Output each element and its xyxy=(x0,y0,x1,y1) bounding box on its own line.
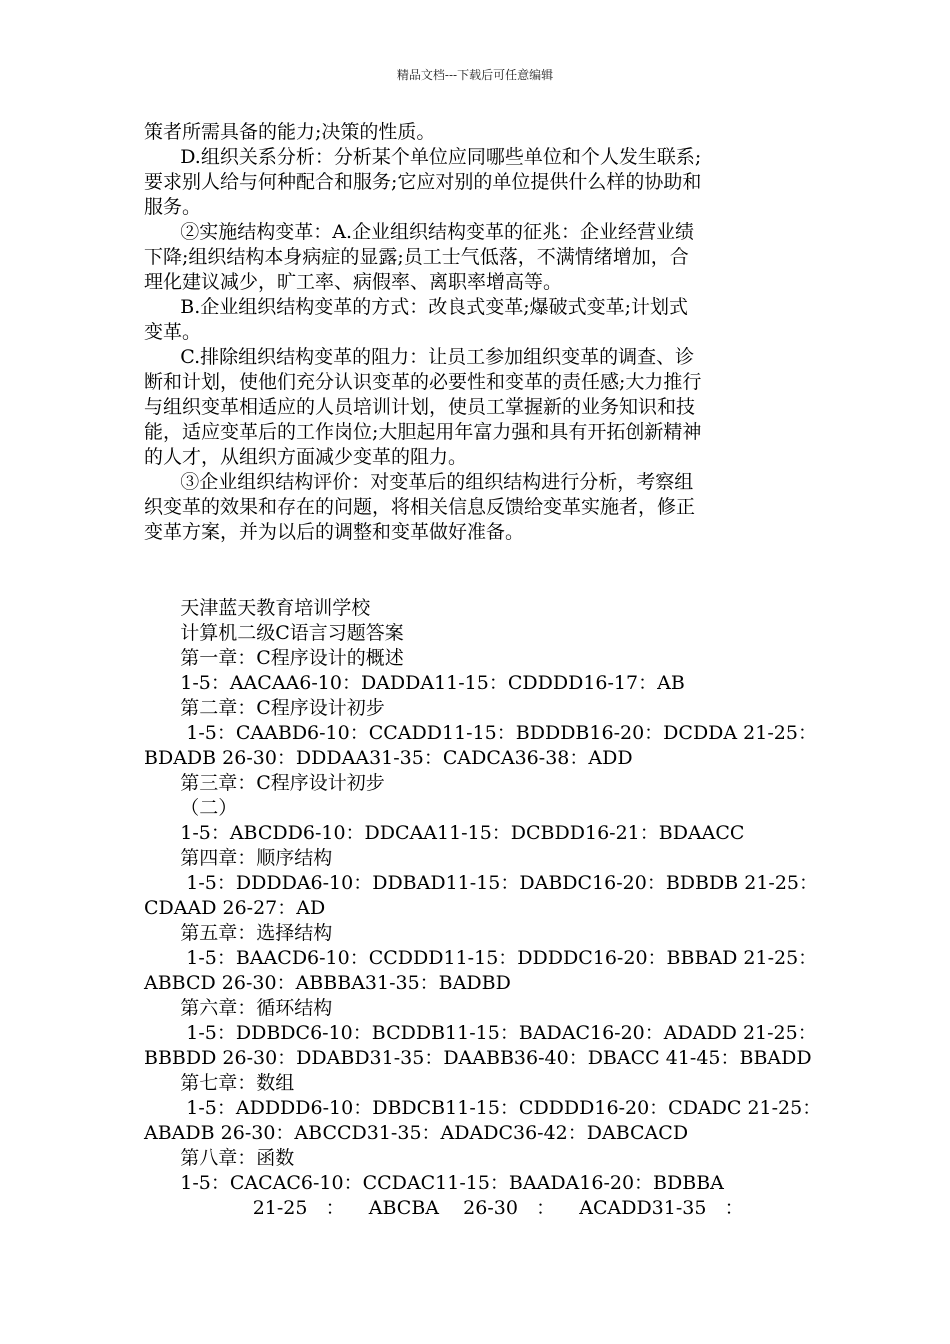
page-header: 精品文档---下载后可任意编辑 xyxy=(396,68,554,82)
text-line: D.组织关系分析：分析某个单位应同哪些单位和个人发生联系; xyxy=(144,146,702,168)
text-line: 1-5：CAABD6-10：CCADD11-15：BDDDB16-20：DCDDA 21-25： xyxy=(144,722,817,744)
text-line: 第五章：选择结构 xyxy=(144,922,333,944)
text-line: 变革方案，并为以后的调整和变革做好准备。 xyxy=(144,521,525,543)
text-line: 1-5：AACAA6-10：DADDA11-15：CDDDD16-17：AB xyxy=(144,672,685,694)
text-line: 第六章：循环结构 xyxy=(144,997,333,1019)
text-line: C.排除组织结构变革的阻力：让员工参加组织变革的调查、诊 xyxy=(144,346,695,368)
text-line: （二） xyxy=(144,797,238,819)
text-line: 策者所需具备的能力;决策的性质。 xyxy=(144,121,436,143)
text-line: 计算机二级C语言习题答案 xyxy=(144,622,404,644)
text-line: 1-5：ADDDD6-10：DBDCB11-15：CDDDD16-20：CDADC 21-25： xyxy=(144,1097,822,1119)
text-line: B.企业组织结构变革的方式：改良式变革;爆破式变革;计划式 xyxy=(144,296,689,318)
text-line: 1-5：DDDDA6-10：DDBAD11-15：DABDC16-20：BDBDB 21-25： xyxy=(144,872,818,894)
text-line: 第八章：函数 xyxy=(144,1147,295,1169)
text-line: 1-5：DDBDC6-10：BCDDB11-15：BADAC16-20：ADADD 21-25： xyxy=(144,1022,817,1044)
c-language-answers-section xyxy=(144,596,822,1221)
text-line: 的人才，从组织方面减少变革的阻力。 xyxy=(144,446,468,468)
text-line: 第一章：C程序设计的概述 xyxy=(144,647,404,669)
text-line: 1-5：BAACD6-10：CCDDD11-15：DDDDC16-20：BBBAD 21-25： xyxy=(144,947,818,969)
text-line: ABBCD 26-30：ABBBA31-35：BADBD xyxy=(144,972,511,994)
text-line: ABADB 26-30：ABCCD31-35：ADADC36-42：DABCACD xyxy=(144,1122,689,1144)
text-line: 第二章：C程序设计初步 xyxy=(144,697,385,719)
text-line: 下降;组织结构本身病症的显露;员工士气低落，不满情绪增加，合 xyxy=(144,246,689,268)
organization-change-section xyxy=(144,120,812,545)
text-line: 第七章：数组 xyxy=(144,1072,295,1094)
text-line: BBBDD 26-30：DDABD31-35：DAABB36-40：DBACC 41-45：BBADD xyxy=(144,1047,812,1069)
text-line: 第四章：顺序结构 xyxy=(144,847,333,869)
text-line: 理化建议减少，旷工率、病假率、离职率增高等。 xyxy=(144,271,563,293)
text-line: 织变革的效果和存在的问题，将相关信息反馈给变革实施者，修正 xyxy=(144,496,696,518)
text-line: ③企业组织结构评价：对变革后的组织结构进行分析，考察组 xyxy=(144,471,694,493)
text-line: 1-5：ABCDD6-10：DDCAA11-15：DCBDD16-21：BDAACC xyxy=(144,822,745,844)
text-line: 服务。 xyxy=(144,196,202,218)
text-line: 1-5：CACAC6-10：CCDAC11-15：BAADA16-20：BDBBA xyxy=(144,1172,724,1194)
text-line: 第三章：C程序设计初步 xyxy=(144,772,385,794)
text-line: 要求别人给与何种配合和服务;它应对别的单位提供什么样的协助和 xyxy=(144,171,702,193)
text-line: 天津蓝天教育培训学校 xyxy=(144,597,371,619)
text-line: 能，适应变革后的工作岗位;大胆起用年富力强和具有开拓创新精神 xyxy=(144,421,702,443)
text-line: 断和计划，使他们充分认识变革的必要性和变革的责任感;大力推行 xyxy=(144,371,702,393)
text-line: CDAAD 26-27：AD xyxy=(144,897,326,919)
text-line: 与组织变革相适应的人员培训计划，使员工掌握新的业务知识和技 xyxy=(144,396,696,418)
text-line: 21-25 ： ABCBA 26-30 ： ACADD31-35 ： xyxy=(144,1197,744,1219)
text-line: BDADB 26-30：DDDAA31-35：CADCA36-38：ADD xyxy=(144,747,633,769)
text-line: 变革。 xyxy=(144,321,202,343)
text-line: ②实施结构变革：A.企业组织结构变革的征兆：企业经营业绩 xyxy=(144,221,694,243)
